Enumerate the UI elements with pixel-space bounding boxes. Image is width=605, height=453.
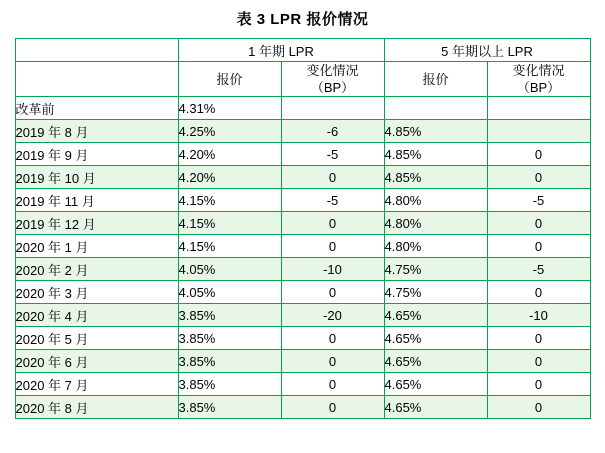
cell-5y-quote — [384, 97, 487, 120]
row-period-label: 2019 年 10 月 — [15, 166, 178, 189]
row-period-label: 2020 年 3 月 — [15, 281, 178, 304]
cell-5y-change: 0 — [487, 327, 590, 350]
table-row — [15, 143, 590, 166]
cell-5y-quote: 4.75% — [384, 258, 487, 281]
row-period-label: 2020 年 6 月 — [15, 350, 178, 373]
cell-1y-change: 0 — [281, 166, 384, 189]
row-period-label: 2020 年 8 月 — [15, 396, 178, 419]
cell-5y-change: 0 — [487, 212, 590, 235]
cell-1y-change: 0 — [281, 373, 384, 396]
row-period-label: 2019 年 11 月 — [15, 189, 178, 212]
table-body — [15, 97, 590, 419]
row-period-label: 2019 年 12 月 — [15, 212, 178, 235]
cell-1y-quote: 4.15% — [178, 212, 281, 235]
cell-1y-quote: 3.85% — [178, 327, 281, 350]
header-group-1y: 1 年期 LPR — [178, 39, 384, 62]
row-period-label: 2019 年 9 月 — [15, 143, 178, 166]
header-corner-bottom — [15, 62, 178, 97]
cell-5y-quote: 4.65% — [384, 373, 487, 396]
cell-1y-quote: 4.20% — [178, 166, 281, 189]
header-5y-quote: 报价 — [384, 62, 487, 97]
cell-1y-quote: 4.05% — [178, 281, 281, 304]
cell-1y-change: 0 — [281, 281, 384, 304]
cell-1y-change: 0 — [281, 396, 384, 419]
cell-1y-quote: 3.85% — [178, 396, 281, 419]
table-row — [15, 166, 590, 189]
header-1y-change-line1: 变化情况 — [306, 63, 359, 78]
cell-1y-quote: 4.25% — [178, 120, 281, 143]
row-period-label: 2020 年 1 月 — [15, 235, 178, 258]
table-row — [15, 350, 590, 373]
table-row — [15, 304, 590, 327]
cell-1y-quote: 4.15% — [178, 189, 281, 212]
table-row — [15, 97, 590, 120]
table-row — [15, 189, 590, 212]
cell-1y-change: -6 — [281, 120, 384, 143]
cell-1y-change — [281, 97, 384, 120]
page-title: 表 3 LPR 报价情况 — [236, 11, 369, 28]
header-5y-change-line1: 变化情况 — [512, 63, 565, 78]
cell-1y-quote: 4.20% — [178, 143, 281, 166]
cell-1y-quote: 4.31% — [178, 97, 281, 120]
cell-5y-quote: 4.85% — [384, 143, 487, 166]
cell-5y-change: -10 — [487, 304, 590, 327]
header-1y-change — [281, 62, 384, 97]
cell-1y-change: 0 — [281, 212, 384, 235]
row-period-label: 2019 年 8 月 — [15, 120, 178, 143]
cell-1y-change: 0 — [281, 327, 384, 350]
header-5y-change-line2: （BP） — [516, 80, 561, 95]
cell-5y-change — [487, 97, 590, 120]
cell-5y-quote: 4.85% — [384, 120, 487, 143]
header-group-5y: 5 年期以上 LPR — [384, 39, 590, 62]
cell-5y-quote: 4.65% — [384, 327, 487, 350]
cell-5y-quote: 4.75% — [384, 281, 487, 304]
cell-1y-quote: 3.85% — [178, 304, 281, 327]
header-corner-top — [15, 39, 178, 62]
cell-5y-change: 0 — [487, 166, 590, 189]
cell-5y-quote: 4.80% — [384, 235, 487, 258]
header-1y-quote: 报价 — [178, 62, 281, 97]
cell-5y-change: 0 — [487, 281, 590, 304]
cell-1y-quote: 3.85% — [178, 350, 281, 373]
row-period-label: 2020 年 5 月 — [15, 327, 178, 350]
cell-1y-change: -5 — [281, 189, 384, 212]
cell-5y-quote: 4.85% — [384, 166, 487, 189]
table-row — [15, 327, 590, 350]
table-row — [15, 212, 590, 235]
row-period-label: 改革前 — [15, 97, 178, 120]
cell-1y-change: 0 — [281, 235, 384, 258]
table-row — [15, 281, 590, 304]
table-row — [15, 396, 590, 419]
header-row-sub — [15, 62, 590, 97]
lpr-table — [15, 38, 591, 419]
cell-1y-change: 0 — [281, 350, 384, 373]
cell-5y-quote: 4.80% — [384, 212, 487, 235]
cell-5y-change: 0 — [487, 143, 590, 166]
cell-5y-change: -5 — [487, 189, 590, 212]
cell-5y-quote: 4.80% — [384, 189, 487, 212]
cell-5y-change: 0 — [487, 396, 590, 419]
header-1y-change-line2: （BP） — [310, 80, 355, 95]
row-period-label: 2020 年 2 月 — [15, 258, 178, 281]
row-period-label: 2020 年 7 月 — [15, 373, 178, 396]
table-header — [15, 39, 590, 97]
cell-1y-quote: 3.85% — [178, 373, 281, 396]
cell-1y-change: -10 — [281, 258, 384, 281]
cell-5y-change: 0 — [487, 235, 590, 258]
table-row — [15, 258, 590, 281]
header-row-group — [15, 39, 590, 62]
cell-5y-change: 0 — [487, 373, 590, 396]
cell-1y-quote: 4.15% — [178, 235, 281, 258]
cell-5y-quote: 4.65% — [384, 304, 487, 327]
table-row — [15, 120, 590, 143]
cell-5y-quote: 4.65% — [384, 396, 487, 419]
header-5y-change — [487, 62, 590, 97]
cell-5y-change — [487, 120, 590, 143]
cell-1y-change: -5 — [281, 143, 384, 166]
table-row — [15, 235, 590, 258]
cell-1y-quote: 4.05% — [178, 258, 281, 281]
cell-5y-change: -5 — [487, 258, 590, 281]
cell-1y-change: -20 — [281, 304, 384, 327]
cell-5y-change: 0 — [487, 350, 590, 373]
cell-5y-quote: 4.65% — [384, 350, 487, 373]
row-period-label: 2020 年 4 月 — [15, 304, 178, 327]
table-row — [15, 373, 590, 396]
